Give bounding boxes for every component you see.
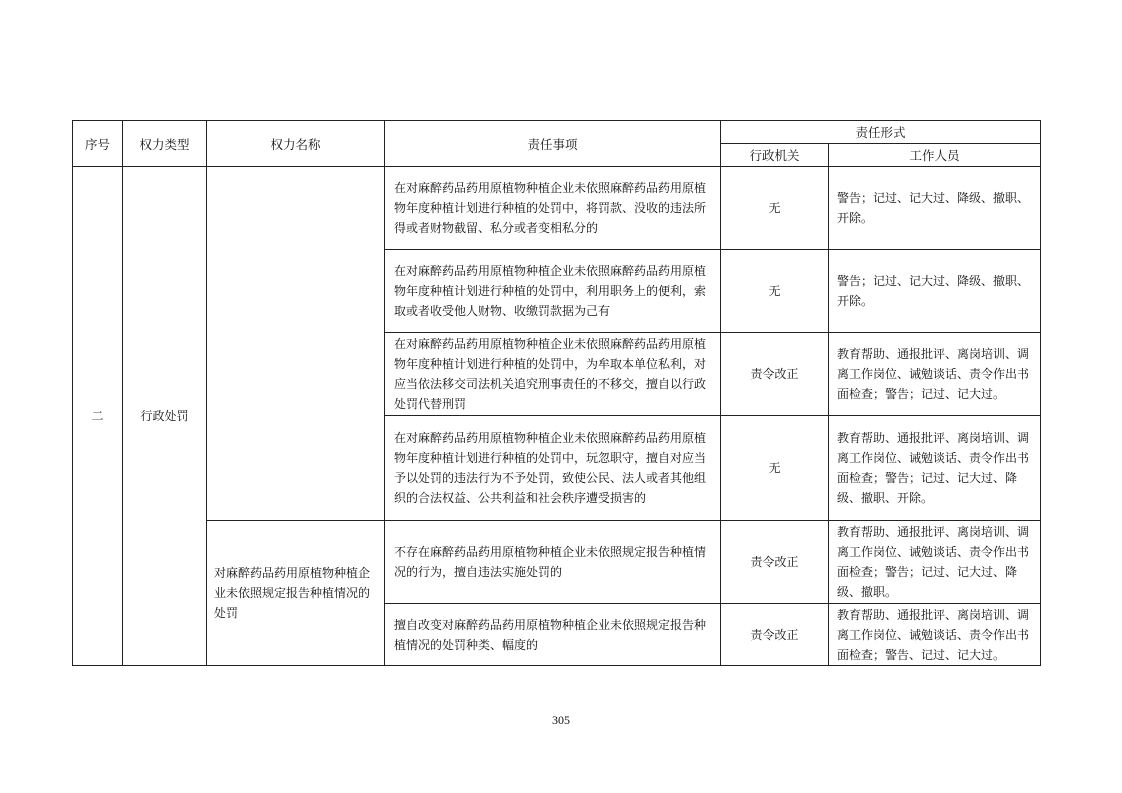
header-power-name: 权力名称 [207,121,385,167]
header-staff: 工作人员 [829,144,1041,167]
duty-item-cell: 在对麻醉药品药用原植物种植企业未依照麻醉药品药用原植物年度种植计划进行种植的处罚中，将罚款、没收的违法所得或者财物截留、私分或者变相私分的 [385,167,721,250]
duty-item-cell: 在对麻醉药品药用原植物种植企业未依照麻醉药品药用原植物年度种植计划进行种植的处罚中，利用职务上的便利，索取或者收受他人财物、收缴罚款据为己有 [385,250,721,333]
table-row [73,167,1041,250]
staff-cell: 警告；记过、记大过、降级、撤职、开除。 [829,250,1041,333]
power-name-cell [207,167,385,521]
admin-org-cell: 责令改正 [721,333,829,416]
header-seq: 序号 [73,121,123,167]
staff-cell: 教育帮助、通报批评、离岗培训、调离工作岗位、诫勉谈话、责令作出书面检查；警告、记过、记大过。 [829,604,1041,666]
staff-cell: 警告；记过、记大过、降级、撤职、开除。 [829,167,1041,250]
admin-org-cell: 责令改正 [721,521,829,604]
admin-org-cell: 无 [721,250,829,333]
page-number: 305 [552,713,570,727]
seq-cell: 二 [73,167,123,666]
header-admin-org: 行政机关 [721,144,829,167]
power-type-cell: 行政处罚 [123,167,207,666]
duty-item-cell: 在对麻醉药品药用原植物种植企业未依照麻醉药品药用原植物年度种植计划进行种植的处罚中，为牟取本单位私利，对应当依法移交司法机关追究刑事责任的不移交，擅自以行政处罚代替刑罚 [385,333,721,416]
header-duty-item: 责任事项 [385,121,721,167]
admin-org-cell: 无 [721,167,829,250]
duty-item-cell: 擅自改变对麻醉药品药用原植物种植企业未依照规定报告种植情况的处罚种类、幅度的 [385,604,721,666]
duty-item-cell: 不存在麻醉药品药用原植物种植企业未依照规定报告种植情况的行为，擅自违法实施处罚的 [385,521,721,604]
admin-org-cell: 责令改正 [721,604,829,666]
table-row [73,521,1041,604]
admin-org-cell: 无 [721,416,829,521]
responsibility-table [72,120,1041,666]
power-name-cell: 对麻醉药品药用原植物种植企业未依照规定报告种植情况的处罚 [207,521,385,666]
staff-cell: 教育帮助、通报批评、离岗培训、调离工作岗位、诫勉谈话、责令作出书面检查；警告；记过、记大过、降级、撤职、开除。 [829,416,1041,521]
staff-cell: 教育帮助、通报批评、离岗培训、调离工作岗位、诫勉谈话、责令作出书面检查；警告；记过、记大过。 [829,333,1041,416]
duty-item-cell: 在对麻醉药品药用原植物种植企业未依照麻醉药品药用原植物年度种植计划进行种植的处罚中，玩忽职守，擅自对应当予以处罚的违法行为不予处罚，致使公民、法人或者其他组织的合法权益、公共利益和社会秩序遭受损害的 [385,416,721,521]
staff-cell: 教育帮助、通报批评、离岗培训、调离工作岗位、诫勉谈话、责令作出书面检查；警告；记过、记大过、降级、撤职。 [829,521,1041,604]
header-duty-form: 责任形式 [721,121,1041,144]
header-power-type: 权力类型 [123,121,207,167]
